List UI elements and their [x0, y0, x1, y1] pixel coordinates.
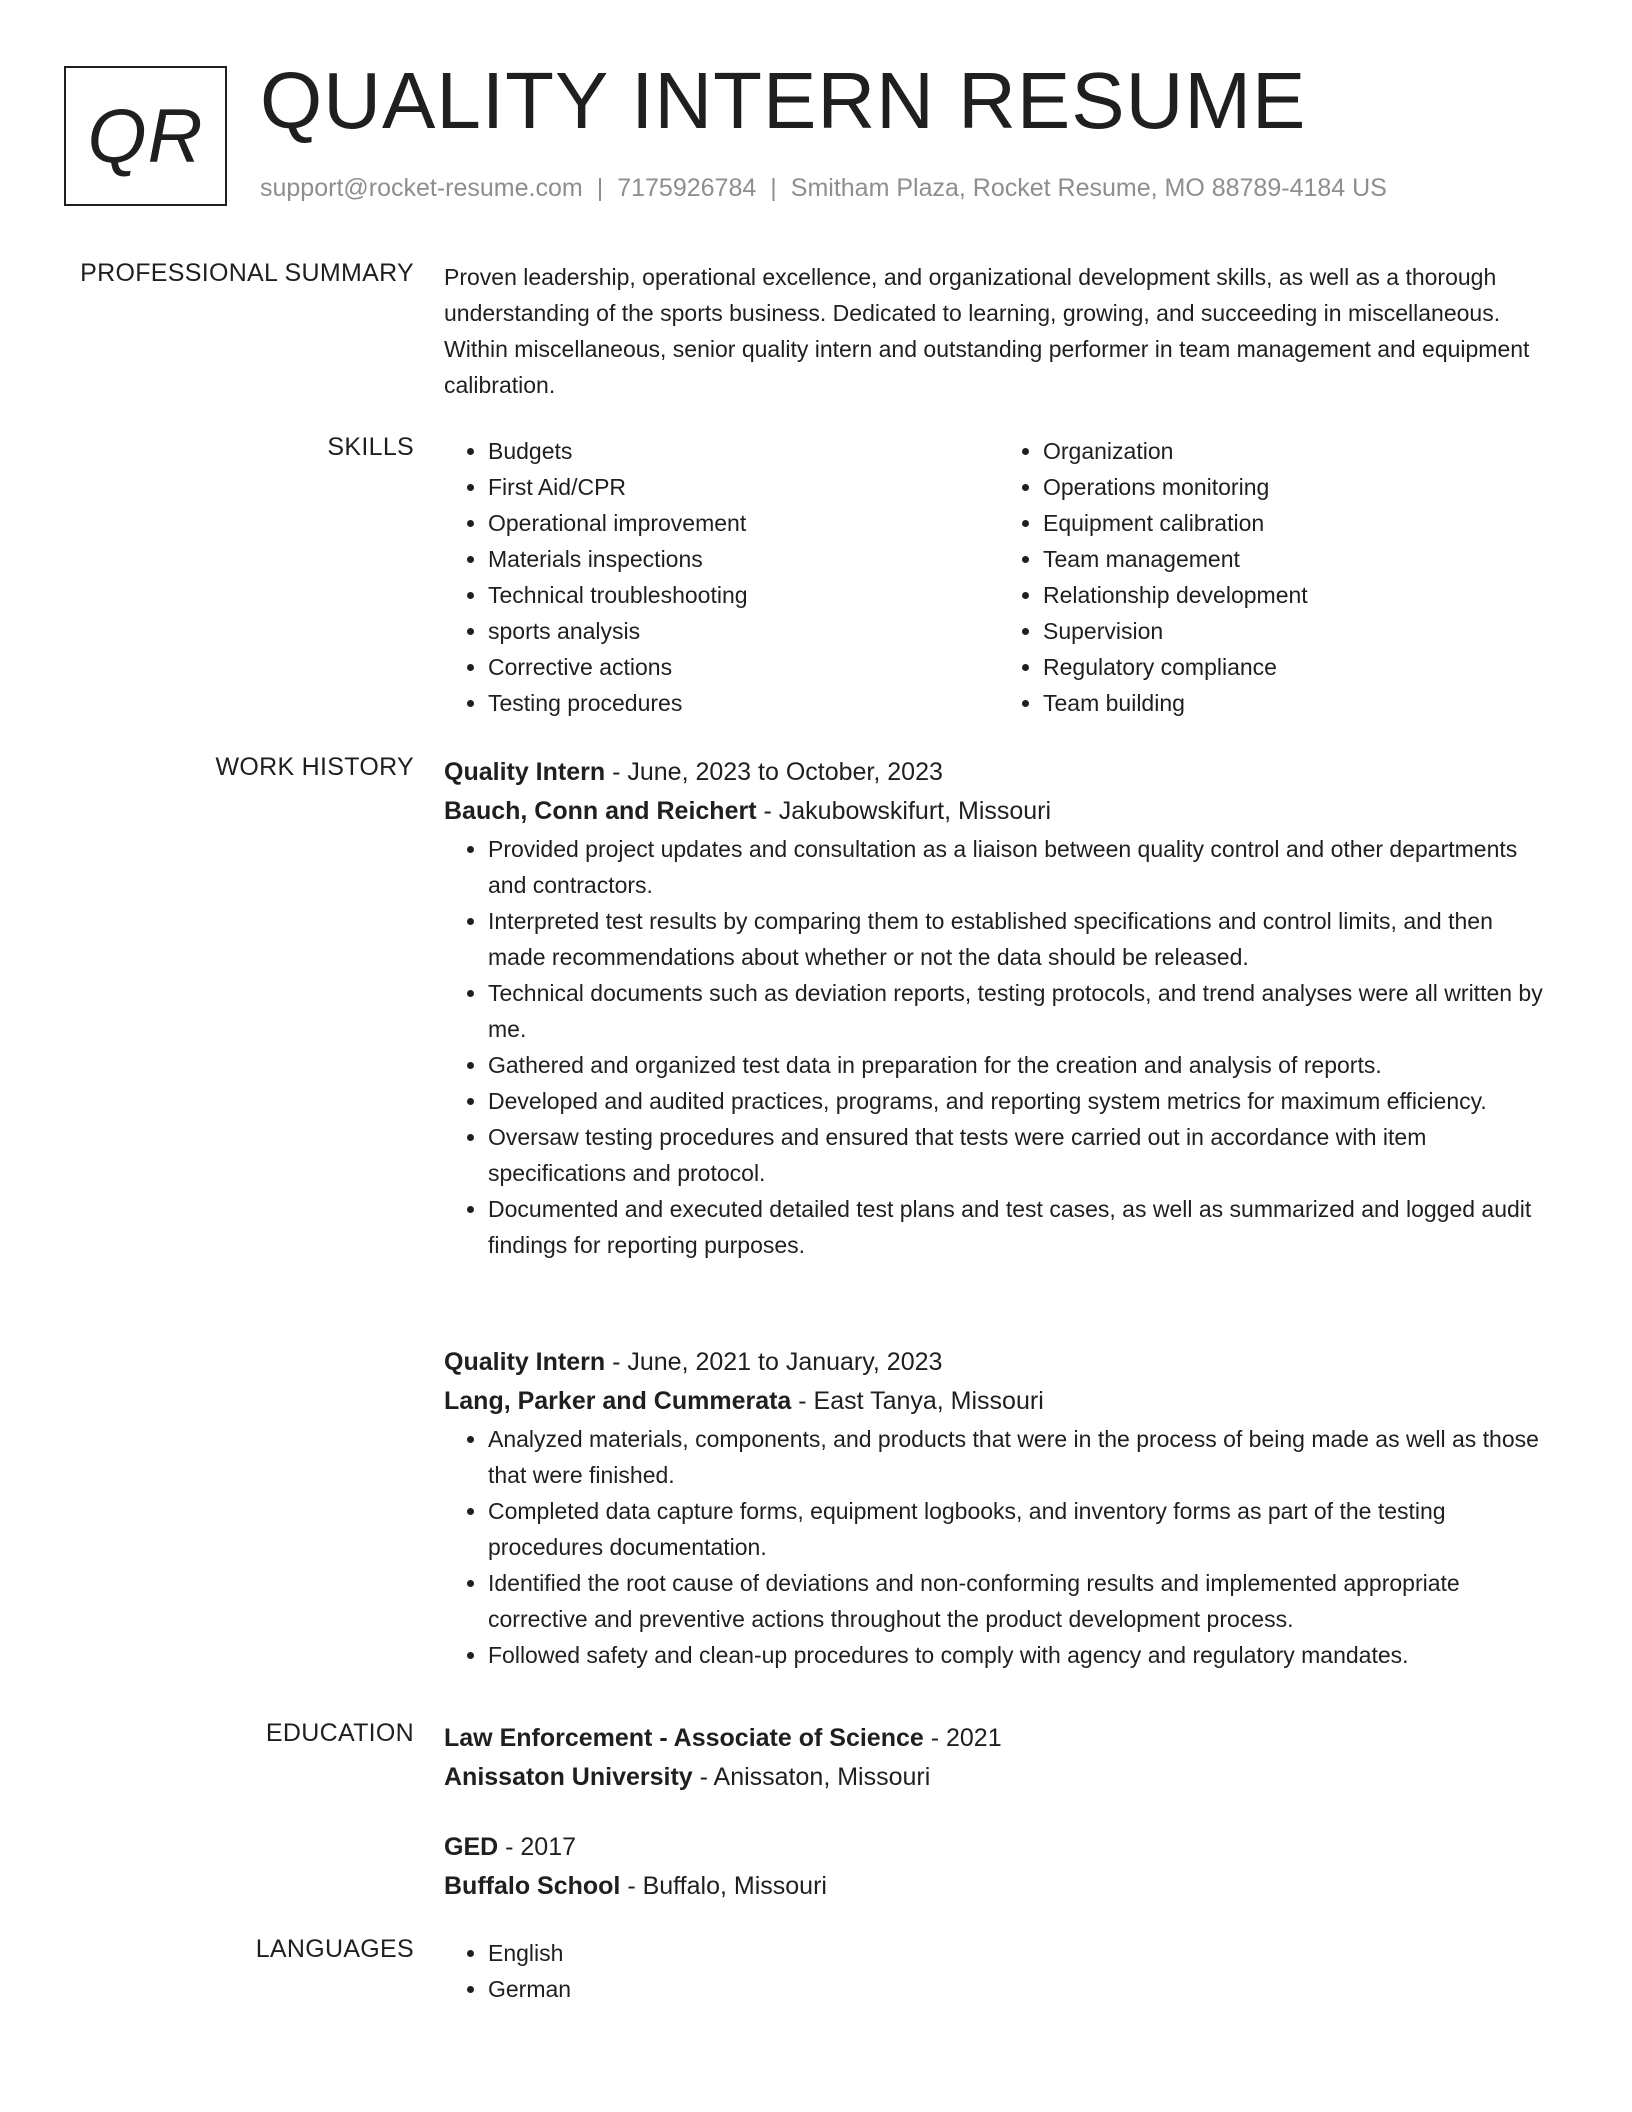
skill-item: • Technical troubleshooting	[488, 577, 999, 613]
contact-line	[260, 174, 1387, 203]
skills-list-right	[999, 433, 1554, 721]
job-company: Bauch, Conn and Reichert	[444, 797, 757, 825]
job-title-line	[444, 753, 1554, 792]
skill-item: • Operational improvement	[488, 505, 999, 541]
languages-list	[444, 1935, 1554, 2007]
job-dates: - June, 2023 to October, 2023	[605, 758, 943, 786]
job-entry	[444, 1343, 1554, 1673]
skill-item: • First Aid/CPR	[488, 469, 999, 505]
section-label-education: EDUCATION	[265, 1719, 414, 1747]
skill-item: • Supervision	[1043, 613, 1554, 649]
education-school-line	[444, 1758, 1554, 1797]
skill-item: • Operations monitoring	[1043, 469, 1554, 505]
education-location: - Buffalo, Missouri	[620, 1872, 827, 1900]
section-label-work: WORK HISTORY	[215, 753, 414, 781]
skill-item: • Materials inspections	[488, 541, 999, 577]
section-label-skills: SKILLS	[327, 433, 414, 461]
education-school: Buffalo School	[444, 1872, 621, 1900]
skills-body	[444, 433, 1554, 721]
contact-address: Smitham Plaza, Rocket Resume, MO 88789-4184 US	[790, 174, 1387, 202]
job-title-line	[444, 1343, 1554, 1382]
job-bullet: • Completed data capture forms, equipment logbooks, and inventory forms as part of the testing procedures documentation.	[488, 1493, 1554, 1565]
skill-item: • Testing procedures	[488, 685, 999, 721]
summary-body	[444, 259, 1554, 403]
job-bullets	[444, 1421, 1554, 1673]
contact-separator: |	[596, 174, 604, 202]
job-company-line	[444, 792, 1554, 831]
contact-phone: 7175926784	[617, 174, 757, 202]
job-bullet: • Documented and executed detailed test plans and test cases, as well as summarized and logged audit findings for reporting purposes.	[488, 1191, 1554, 1263]
job-company-line	[444, 1382, 1554, 1421]
education-degree-line	[444, 1719, 1554, 1758]
skill-item: • Regulatory compliance	[1043, 649, 1554, 685]
job-bullet: • Followed safety and clean-up procedures to comply with agency and regulatory mandates.	[488, 1637, 1554, 1673]
job-company: Lang, Parker and Cummerata	[444, 1387, 792, 1415]
skill-item: • Equipment calibration	[1043, 505, 1554, 541]
education-entry	[444, 1828, 1554, 1906]
education-year: - 2021	[923, 1724, 1002, 1752]
education-degree: Law Enforcement - Associate of Science	[444, 1724, 924, 1752]
education-degree: GED	[444, 1833, 499, 1861]
skill-item: • Corrective actions	[488, 649, 999, 685]
contact-email: support@rocket-resume.com	[260, 174, 583, 202]
monogram-logo: QR	[64, 66, 227, 206]
education-location: - Anissaton, Missouri	[692, 1763, 931, 1791]
job-bullet: • Technical documents such as deviation reports, testing protocols, and trend analyses were all written by me.	[488, 975, 1554, 1047]
job-entry	[444, 753, 1554, 1263]
skills-list-left	[444, 433, 999, 721]
resume-title: QUALITY INTERN RESUME	[260, 56, 1307, 145]
education-degree-line	[444, 1828, 1554, 1867]
job-bullet: • Gathered and organized test data in preparation for the creation and analysis of reports.	[488, 1047, 1554, 1083]
skill-item: • sports analysis	[488, 613, 999, 649]
contact-separator: |	[770, 174, 777, 202]
education-year: - 2017	[498, 1833, 577, 1861]
section-label-summary: PROFESSIONAL SUMMARY	[80, 259, 414, 287]
language-item: • German	[488, 1971, 1554, 2007]
job-location: - Jakubowskifurt, Missouri	[756, 797, 1052, 825]
job-bullet: • Interpreted test results by comparing them to established specifications and control limits, and then made recommendations about whether or not the data should be released.	[488, 903, 1554, 975]
education-school: Anissaton University	[444, 1763, 693, 1791]
section-label-languages: LANGUAGES	[255, 1935, 414, 1963]
job-bullet: • Developed and audited practices, programs, and reporting system metrics for maximum efficiency.	[488, 1083, 1554, 1119]
skill-item: • Team management	[1043, 541, 1554, 577]
job-bullet: • Oversaw testing procedures and ensured that tests were carried out in accordance with item specifications and protocol.	[488, 1119, 1554, 1191]
job-bullet: • Analyzed materials, components, and products that were in the process of being made as well as those that were finished.	[488, 1421, 1554, 1493]
education-school-line	[444, 1867, 1554, 1906]
skill-item: • Organization	[1043, 433, 1554, 469]
job-bullet: • Provided project updates and consultation as a liaison between quality control and other departments and contractors.	[488, 831, 1554, 903]
skill-item: • Team building	[1043, 685, 1554, 721]
job-bullet: • Identified the root cause of deviations and non-conforming results and implemented appropriate corrective and preventive actions throughout the product development process.	[488, 1565, 1554, 1637]
summary-text: Proven leadership, operational excellence, and organizational development skills, as well as a thorough understanding of the sports business. Dedicated to learning, growing, and succeeding in miscellaneous. Within miscellaneous, senior quality intern and outstanding performer in team management and equipment calibration.	[444, 264, 1530, 398]
education-entry	[444, 1719, 1554, 1797]
job-location: - East Tanya, Missouri	[791, 1387, 1044, 1415]
language-item: • English	[488, 1935, 1554, 1971]
job-bullets	[444, 831, 1554, 1263]
skill-item: • Relationship development	[1043, 577, 1554, 613]
skill-item: • Budgets	[488, 433, 999, 469]
job-dates: - June, 2021 to January, 2023	[605, 1348, 943, 1376]
job-title: Quality Intern	[444, 1348, 606, 1376]
languages-body	[444, 1935, 1554, 2007]
job-title: Quality Intern	[444, 758, 606, 786]
